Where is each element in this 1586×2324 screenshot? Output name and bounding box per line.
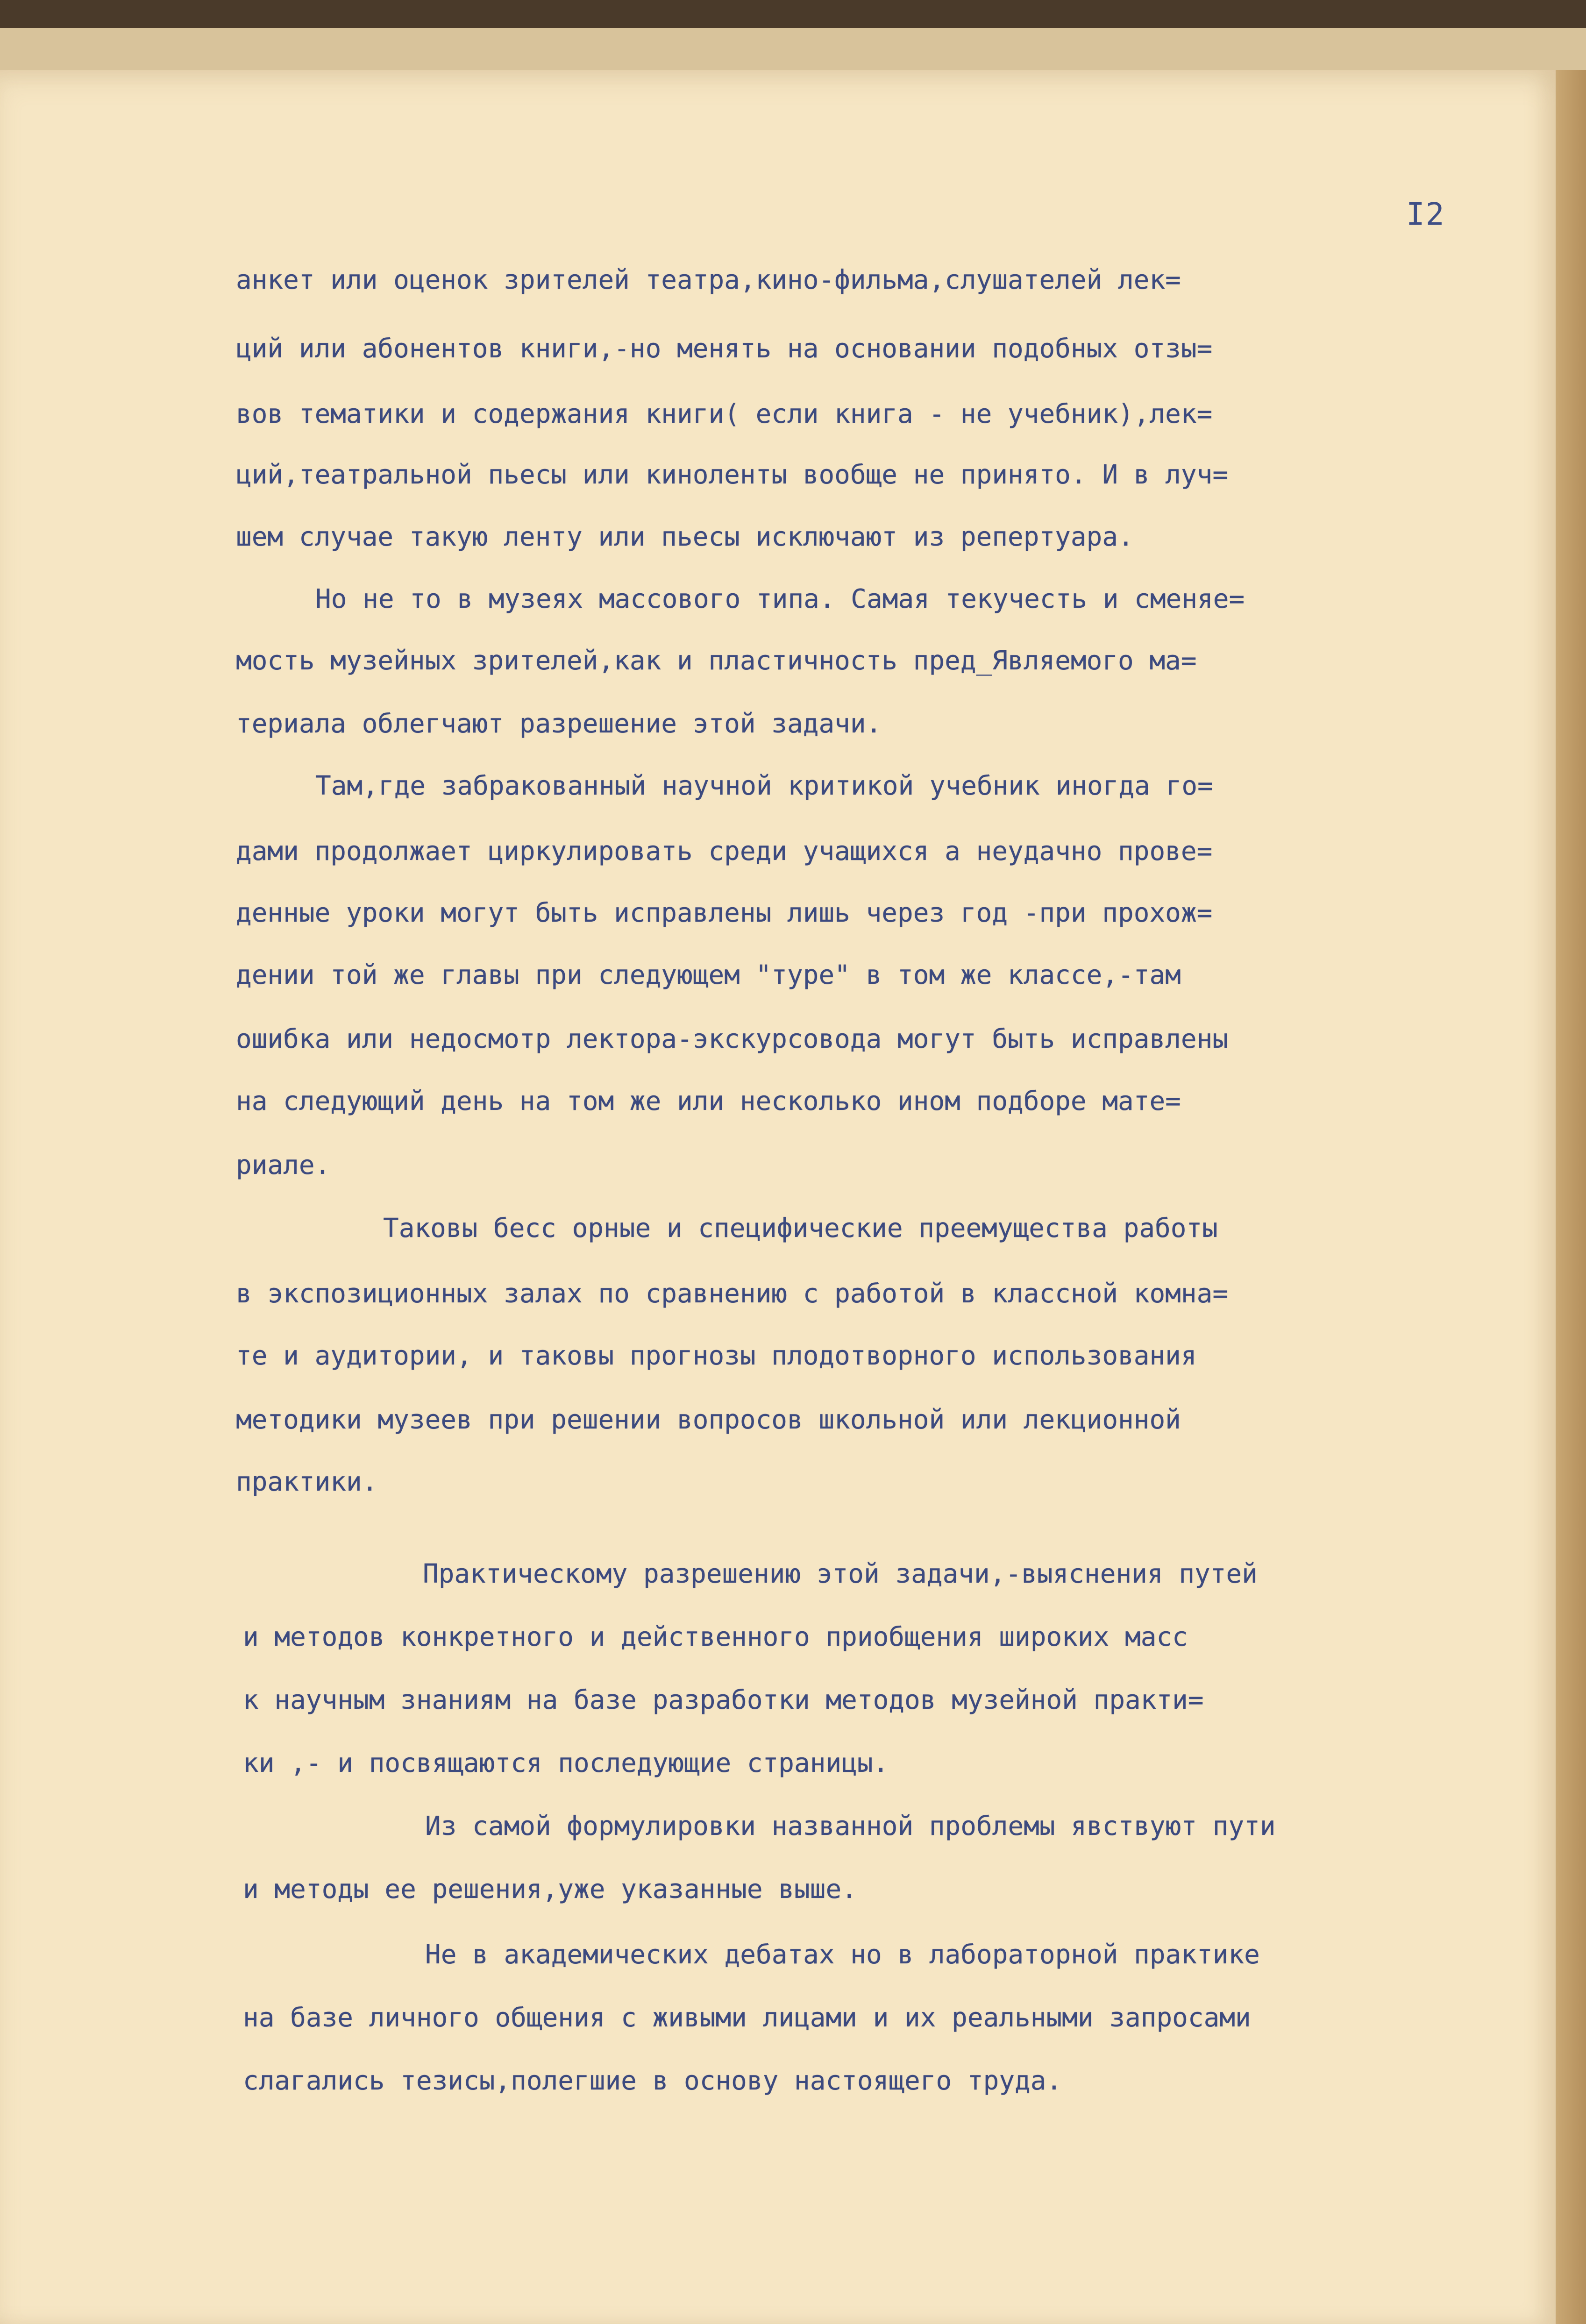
text-line: и методы ее решения,уже указанные выше. — [243, 1874, 857, 1905]
text-line: териала облегчают разрешение этой задачи. — [236, 709, 882, 739]
text-line: Там,где забракованный научной критикой учебник иногда го= — [315, 771, 1213, 801]
text-line: Не в академических дебатах но в лабораторной практике — [425, 1940, 1260, 1970]
page-number: I2 — [1406, 196, 1445, 232]
text-line: на базе личного общения с живыми лицами и их реальными запросами — [243, 2003, 1251, 2033]
text-line: ций,театральной пьесы или киноленты вообще не принято. И в луч= — [236, 460, 1229, 490]
page-edge — [1556, 70, 1586, 2324]
text-line: и методов конкретного и действенного приобщения широких масс — [243, 1622, 1188, 1652]
text-line: риале. — [236, 1150, 331, 1180]
text-line: дении той же главы при следующем "туре" в том же классе,-там — [236, 960, 1181, 990]
text-line: слагались тезисы,полегшие в основу настоящего труда. — [243, 2066, 1062, 2096]
text-line: к научным знаниям на базе разработки методов музейной практи= — [243, 1685, 1204, 1715]
text-line: дами продолжает циркулировать среди учащихся а неудачно прове= — [236, 836, 1213, 867]
text-line: Но не то в музеях массового типа. Самая текучесть и сменяе= — [315, 584, 1245, 614]
text-line: мость музейных зрителей,как и пластичность пред_Являемого ма= — [236, 646, 1197, 676]
text-line: те и аудитории, и таковы прогнозы плодотворного использования — [236, 1341, 1197, 1371]
text-line: в экспозиционных залах по сравнению с работой в классной комна= — [236, 1279, 1229, 1309]
text-line: Таковы бесс орные и специфические преемущества работы — [383, 1213, 1218, 1244]
text-line: Из самой формулировки названной проблемы явствуют пути — [425, 1811, 1276, 1841]
text-line: ки ,- и посвящаются последующие страницы. — [243, 1748, 889, 1778]
text-line: на следующий день на том же или несколько ином подборе мате= — [236, 1086, 1181, 1116]
text-line: денные уроки могут быть исправлены лишь через год -при прохож= — [236, 898, 1213, 928]
text-line: Практическому разрешению этой задачи,-выяснения путей — [423, 1559, 1258, 1589]
text-line: методики музеев при решении вопросов школьной или лекционной — [236, 1405, 1181, 1435]
text-line: практики. — [236, 1467, 378, 1497]
text-line: ций или абонентов книги,-но менять на основании подобных отзы= — [236, 334, 1213, 364]
text-line: шем случае такую ленту или пьесы исключают из репертуара. — [236, 522, 1134, 552]
text-line: анкет или оценок зрителей театра,кино-фильма,слушателей лек= — [236, 265, 1181, 295]
text-line: ошибка или недосмотр лектора-экскурсовода могут быть исправлены — [236, 1024, 1229, 1054]
text-line: вов тематики и содержания книги( если книга - не учебник),лек= — [236, 399, 1213, 429]
